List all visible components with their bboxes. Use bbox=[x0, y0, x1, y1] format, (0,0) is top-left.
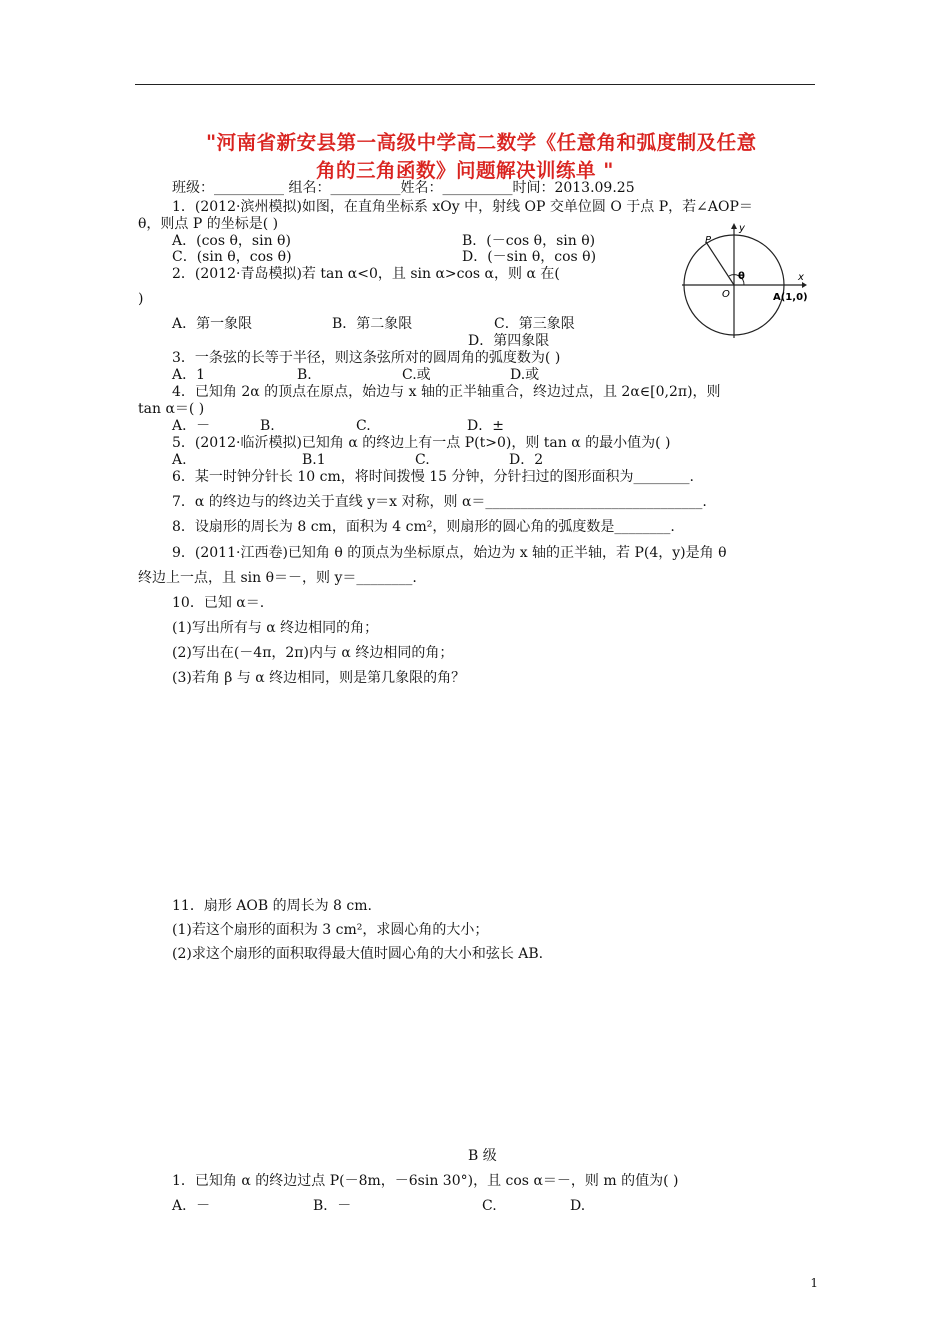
unit-circle-figure bbox=[680, 220, 815, 345]
q3-option-d: D.或 bbox=[510, 367, 540, 383]
q1-option-c: C．(sin θ，cos θ) bbox=[172, 249, 292, 265]
q1-stem-cont: θ，则点 P 的坐标是( ) bbox=[138, 216, 279, 232]
q11-stem: 11．扇形 AOB 的周长为 8 cm. bbox=[172, 898, 372, 914]
q4-option-b: B. bbox=[260, 418, 275, 434]
section-b-heading: B 级 bbox=[468, 1148, 497, 1164]
q4-stem: 4．已知角 2α 的顶点在原点，始边与 x 轴的正半轴重合，终边过点，且 2α∈[0,2π)，则 bbox=[172, 384, 721, 400]
q10-part2: (2)写出在(－4π，2π)内与 α 终边相同的角； bbox=[172, 645, 454, 661]
q4-option-d: D．± bbox=[467, 418, 504, 434]
page-number: 1 bbox=[810, 1276, 818, 1290]
q3-option-b: B. bbox=[297, 367, 312, 383]
q3-stem: 3．一条弦的长等于半径，则这条弦所对的圆周角的弧度数为( ) bbox=[172, 350, 561, 366]
y-axis-arrow bbox=[731, 223, 737, 229]
q2-stem-cont: ) bbox=[138, 291, 144, 307]
b1-stem: 1．已知角 α 的终边过点 P(－8m，－6sin 30°)，且 cos α＝－，则 m 的值为( ) bbox=[172, 1173, 679, 1189]
q5-option-c: C. bbox=[415, 452, 430, 468]
q2-option-d: D．第四象限 bbox=[468, 333, 550, 349]
q1-stem: 1．(2012·滨州模拟)如图，在直角坐标系 xOy 中，射线 OP 交单位圆 O 于点 P，若∠AOP＝ bbox=[172, 199, 753, 215]
b1-option-b: B．－ bbox=[313, 1198, 352, 1214]
q9-stem: 9．(2011·江西卷)已知角 θ 的顶点为坐标原点，始边为 x 轴的正半轴，若 P(4，y)是角 θ bbox=[172, 545, 727, 561]
label-a: A(1,0) bbox=[773, 292, 808, 303]
q5-stem: 5．(2012·临沂模拟)已知角 α 的终边上有一点 P(t>0)，则 tan α 的最小值为( ) bbox=[172, 435, 671, 451]
q5-option-a: A. bbox=[172, 452, 187, 468]
q10-stem: 10．已知 α＝. bbox=[172, 595, 265, 611]
q9-stem-cont: 终边上一点，且 sin θ＝－，则 y＝________. bbox=[138, 570, 417, 586]
label-o: O bbox=[722, 289, 730, 300]
q3-option-c: C.或 bbox=[402, 367, 431, 383]
q4-stem-cont: tan α＝( ) bbox=[138, 401, 205, 417]
label-x: x bbox=[798, 272, 804, 283]
label-p: P bbox=[705, 235, 712, 246]
b1-option-d: D. bbox=[570, 1198, 586, 1214]
q2-option-a: A．第一象限 bbox=[172, 316, 253, 332]
q6-stem: 6．某一时钟分针长 10 cm，将时间拨慢 15 分钟，分针扫过的图形面积为________. bbox=[172, 469, 694, 485]
top-rule bbox=[135, 84, 815, 85]
q8-stem: 8．设扇形的周长为 8 cm，面积为 4 cm²，则扇形的圆心角的弧度数是________. bbox=[172, 519, 675, 535]
label-y: y bbox=[739, 223, 745, 234]
q1-option-b: B．(－cos θ，sin θ) bbox=[462, 233, 596, 249]
q2-option-c: C．第三象限 bbox=[494, 316, 575, 332]
q2-option-b: B．第二象限 bbox=[332, 316, 413, 332]
q1-option-d: D．(－sin θ，cos θ) bbox=[462, 249, 597, 265]
q7-stem: 7．α 的终边与的终边关于直线 y＝x 对称，则 α＝_______________________________. bbox=[172, 494, 707, 510]
q4-option-a: A．－ bbox=[172, 418, 211, 434]
b1-option-c: C. bbox=[482, 1198, 497, 1214]
q11-part2: (2)求这个扇形的面积取得最大值时圆心角的大小和弦长 AB. bbox=[172, 946, 544, 962]
doc-title-line1: "河南省新安县第一高级中学高二数学《任意角和弧度制及任意 bbox=[206, 131, 757, 154]
doc-title-line2: 角的三角函数》问题解决训练单 " bbox=[316, 159, 614, 182]
q10-part1: (1)写出所有与 α 终边相同的角； bbox=[172, 620, 379, 636]
header-info: 班级：__________ 组名：__________姓名：__________时间：2013.09.25 bbox=[172, 180, 635, 196]
ray-op bbox=[706, 242, 734, 285]
q2-stem: 2．(2012·青岛模拟)若 tan α<0，且 sin α>cos α，则 α 在( bbox=[172, 266, 560, 282]
q5-option-b: B.1 bbox=[302, 452, 326, 468]
q3-option-a: A．1 bbox=[172, 367, 206, 383]
label-theta: θ bbox=[738, 271, 745, 282]
q10-part3: (3)若角 β 与 α 终边相同，则是第几象限的角？ bbox=[172, 670, 466, 686]
q5-option-d: D．2 bbox=[509, 452, 544, 468]
q4-option-c: C. bbox=[356, 418, 371, 434]
q1-option-a: A．(cos θ，sin θ) bbox=[172, 233, 291, 249]
q11-part1: (1)若这个扇形的面积为 3 cm²，求圆心角的大小； bbox=[172, 922, 489, 938]
b1-option-a: A．－ bbox=[172, 1198, 211, 1214]
